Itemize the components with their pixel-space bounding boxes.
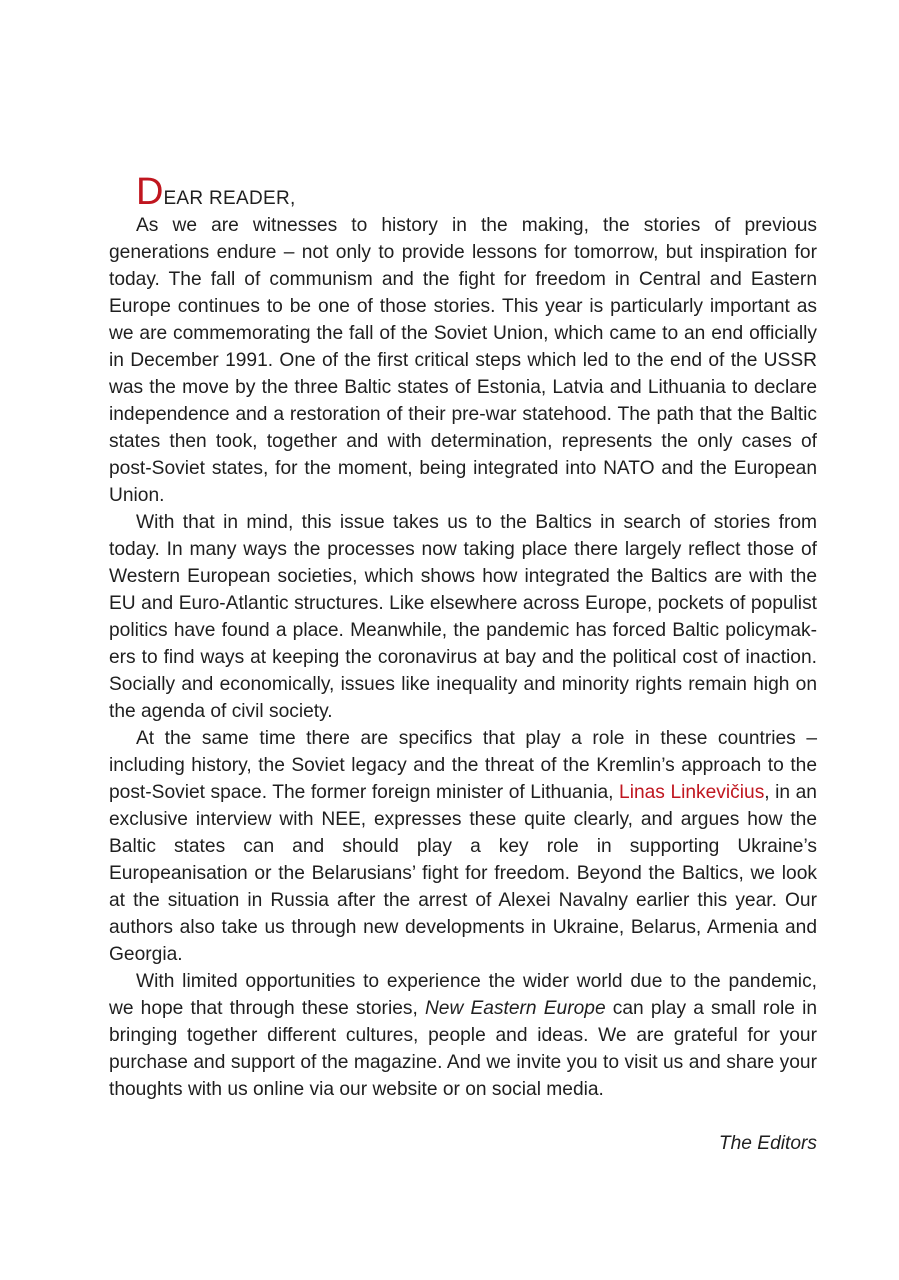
paragraph-3-text-end: , in an exclusive interview with NEE, expresses these quite clearly, and argues how the Baltic states can and should play a key role in supporting Ukraine’s Europeanisation or the Belarusians’ fight for freedom. Beyond the Baltics, we look at the situation in Russia after the arrest of Alexei Navalny earlier this year. Our authors also take us through new developments in Ukraine, Belarus, Armenia and Georgia.	[109, 782, 817, 965]
paragraph-3	[109, 725, 817, 968]
paragraph-4	[109, 968, 817, 1103]
paragraph-4-text-end: can play a small role in bringing together different cultures, people and ideas. We are grateful for your purchase and support of the magazine. And we invite you to visit us and share your thoughts with us online via our website or on social media.	[109, 998, 818, 1100]
paragraph-3-text-start: At the same time there are specifics that play a role in these countries – including history, the Soviet legacy and the threat of the Kremlin’s approach to the post-Soviet space. The former foreign minister of Lithuania,	[109, 728, 817, 803]
paragraph-4-text-start: With limited opportunities to experience the wider world due to the pandemic, we hope that through these stories,	[109, 971, 817, 1019]
heading-text: EAR READER,	[163, 188, 296, 209]
editorial-letter	[109, 172, 817, 1157]
letter-heading	[109, 172, 817, 212]
signature: The Editors	[718, 1133, 817, 1154]
paragraph-2: With that in mind, this issue takes us to the Baltics in search of stories from today. In many ways the processes now taking place there largely reflect those of Western European societies, which shows how integrated the Baltics are with the EU and Euro-Atlantic structures. Like elsewhere across Europe, pockets of populist politics have found a place. Meanwhile, the pandemic has forced Baltic policymakers to find ways at keeping the coronavirus at bay and the political cost of inaction. Socially and economically, issues like inequality and minority rights remain high on the agenda of civil society.	[109, 512, 817, 722]
magazine-title: New Eastern Europe	[424, 998, 606, 1019]
highlighted-name: Linas Linkevičius	[619, 782, 765, 803]
paragraph-1: As we are witnesses to history in the making, the stories of previous generations endure – not only to provide lessons for tomorrow, but inspiration for today. The fall of communism and the fight for freedom in Central and Eastern Europe continues to be one of those stories. This year is particularly important as we are commemorating the fall of the Soviet Union, which came to an end officially in December 1991. One of the first critical steps which led to the end of the USSR was the move by the three Baltic states of Estonia, Latvia and Lithuania to declare independence and a restoration of their pre-war statehood. The path that the Baltic states then took, together and with determination, represents the only cases of post-Soviet states, for the moment, being integrated into NATO and the European Union.	[109, 215, 817, 506]
drop-cap: D	[136, 171, 164, 213]
